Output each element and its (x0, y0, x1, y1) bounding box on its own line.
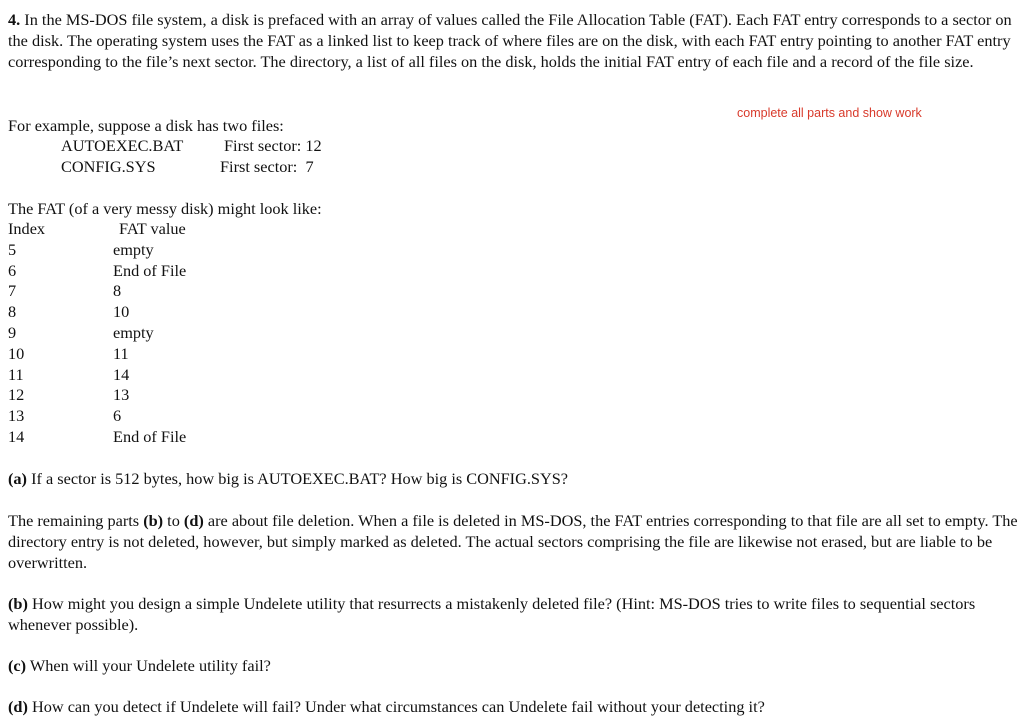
deletion-text-3: are about file deletion. When a file is deleted in MS-DOS, the FAT entries corresponding to that file are all set to empty. The directory entry is not deleted, however, but simply marked as deleted. The actual sectors comprising the file are likewise not erased, but are liable to be overwritten. (8, 511, 1018, 572)
problem-number: 4. (8, 10, 21, 29)
question-d (8, 697, 765, 718)
fat-index: 9 (8, 322, 17, 342)
deletion-label-b: (b) (143, 511, 164, 530)
question-c-label: (c) (8, 656, 27, 675)
file-first-sector: First sector: 7 (220, 156, 314, 176)
fat-header-value: FAT value (119, 219, 186, 238)
deletion-text-1: The remaining parts (8, 511, 144, 530)
fat-lead: The FAT (of a very messy disk) might look like: (8, 199, 322, 218)
fat-table-row (8, 385, 408, 406)
fat-index: 10 (8, 343, 25, 363)
fat-value: 13 (113, 385, 130, 405)
question-b (8, 594, 1020, 636)
fat-table-row (8, 302, 408, 323)
fat-table-row (8, 281, 408, 302)
question-c (8, 656, 271, 677)
file-first-sector: First sector: 12 (224, 136, 322, 155)
fat-table-row (8, 323, 408, 344)
fat-table-row (8, 240, 408, 261)
fat-value: End of File (113, 260, 187, 280)
question-a (8, 469, 568, 490)
deletion-text-2: to (163, 511, 184, 530)
example-lead: For example, suppose a disk has two files: (8, 116, 284, 135)
fat-table-row (8, 365, 408, 386)
fat-index: 11 (8, 364, 24, 384)
fat-table-row (8, 344, 408, 365)
question-d-text: How can you detect if Undelete will fail? Under what circumstances can Undelete fail without your detecting it? (31, 697, 765, 716)
question-d-label: (d) (8, 697, 28, 716)
fat-value: empty (113, 322, 154, 342)
question-a-label: (a) (8, 469, 27, 488)
question-a-text: If a sector is 512 bytes, how big is AUTOEXEC.BAT? How big is CONFIG.SYS? (31, 469, 569, 488)
question-b-label: (b) (8, 594, 28, 613)
fat-header-index: Index (8, 219, 46, 238)
fat-index: 5 (8, 239, 17, 259)
fat-index: 12 (8, 385, 25, 405)
fat-table-row (8, 261, 408, 282)
handwritten-annotation: complete all parts and show work (737, 106, 922, 120)
fat-index: 6 (8, 260, 17, 280)
fat-value: 6 (113, 406, 122, 426)
intro-text: In the MS-DOS file system, a disk is prefaced with an array of values called the File Allocation Table (FAT). Each FAT entry corresponds to a sector on the disk. The operating system uses the FAT as a linked list to keep track of where files are on the disk, with each FAT entry pointing to another FAT entry corresponding to the file’s next sector. The directory, a list of all files on the disk, holds the initial FAT entry of each file and a record of the file size. (8, 10, 1012, 71)
fat-value: 11 (113, 343, 129, 363)
question-c-text: When will your Undelete utility fail? (29, 656, 271, 675)
fat-index: 7 (8, 281, 17, 301)
fat-value: 14 (113, 364, 130, 384)
problem-intro (8, 10, 1020, 72)
fat-index: 8 (8, 302, 17, 322)
fat-index: 14 (8, 426, 25, 446)
question-b-text: How might you design a simple Undelete utility that resurrects a mistakenly deleted file? (Hint: MS-DOS tries to write files to sequential sectors whenever possible). (8, 594, 976, 634)
fat-table (8, 219, 408, 448)
fat-index: 13 (8, 406, 25, 426)
fat-value: empty (113, 239, 154, 259)
fat-value: End of File (113, 426, 187, 446)
file-name: AUTOEXEC.BAT (61, 136, 184, 155)
fat-value: 8 (113, 281, 122, 301)
deletion-context (8, 511, 1020, 573)
fat-value: 10 (113, 302, 130, 322)
fat-table-header (8, 219, 408, 240)
fat-table-row (8, 406, 408, 427)
file-name: CONFIG.SYS (61, 156, 156, 176)
fat-table-row (8, 427, 408, 448)
deletion-label-d: (d) (183, 511, 204, 530)
